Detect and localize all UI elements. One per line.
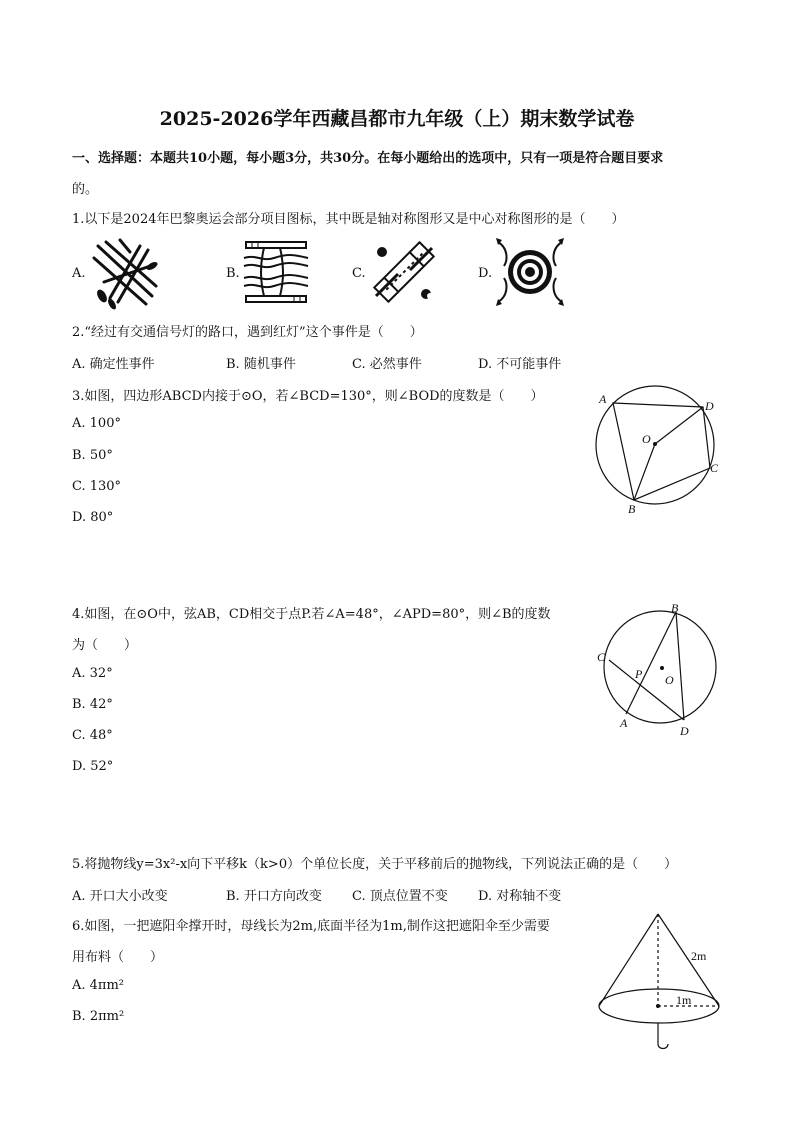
q4-option-c: C. 48° bbox=[72, 728, 113, 743]
page-title: 2025-2026学年西藏昌都市九年级（上）期末数学试卷 bbox=[159, 108, 635, 130]
q2-stem: 2.“经过有交通信号灯的路口，遇到红灯”这个事件是（ ） bbox=[72, 325, 423, 340]
q4-stem-line2: 为（ ） bbox=[72, 638, 138, 653]
q2-option-b: B. 随机事件 bbox=[226, 357, 296, 372]
q1-option-d: D. bbox=[478, 266, 493, 281]
q3-option-a: A. 100° bbox=[72, 416, 121, 431]
q3-option-c: C. 130° bbox=[72, 479, 122, 494]
q4-stem-line1: 4.如图，在⊙O中，弦AB，CD相交于点P.若∠A=48°，∠APD=80°，则∠B的度数 bbox=[72, 607, 551, 622]
q1-stem: 1.以下是2024年巴黎奥运会部分项目图标，其中既是轴对称图形又是中心对称图形的是（ ） bbox=[72, 212, 625, 227]
q6-stem-line1: 6.如图，一把遮阳伞撑开时，母线长为2m,底面半径为1m,制作这把遮阳伞至少需要 bbox=[72, 919, 550, 934]
canoe-slalom-icon bbox=[90, 236, 162, 308]
q4-option-b: B. 42° bbox=[72, 697, 113, 712]
q3-option-d: D. 80° bbox=[72, 510, 114, 525]
q3-label-o: O bbox=[642, 432, 651, 446]
q1-option-c: C. bbox=[352, 266, 366, 281]
q2-option-d: D. 不可能事件 bbox=[478, 357, 562, 372]
q4-label-c: C bbox=[597, 650, 606, 664]
q6-label-radius: 1m bbox=[676, 993, 692, 1007]
q6-label-slant: 2m bbox=[691, 949, 707, 963]
q4-label-p: P bbox=[635, 667, 643, 681]
q3-option-b: B. 50° bbox=[72, 448, 113, 463]
q3-label-b: B bbox=[628, 502, 636, 516]
section-heading-line2: 的。 bbox=[72, 182, 99, 197]
q6-option-a: A. 4πm² bbox=[72, 978, 125, 993]
q5-option-a: A. 开口大小改变 bbox=[72, 889, 168, 904]
q6-cone-umbrella-figure bbox=[596, 910, 726, 1060]
q5-option-b: B. 开口方向改变 bbox=[226, 889, 322, 904]
q3-label-a: A bbox=[599, 392, 607, 406]
q4-label-b: B bbox=[671, 601, 679, 615]
q4-option-a: A. 32° bbox=[72, 666, 113, 681]
q2-option-a: A. 确定性事件 bbox=[72, 357, 155, 372]
q4-label-a: A bbox=[620, 716, 628, 730]
q4-label-o: O bbox=[665, 673, 674, 687]
q3-circle-figure bbox=[590, 386, 730, 516]
q6-option-b: B. 2πm² bbox=[72, 1009, 125, 1024]
q5-stem: 5.将抛物线y=3x²-x向下平移k（k>0）个单位长度，关于平移前后的抛物线，下列说法正确的是（ ） bbox=[72, 857, 678, 872]
trampoline-icon bbox=[368, 236, 440, 308]
q1-option-a: A. bbox=[72, 266, 86, 281]
q4-label-d: D bbox=[680, 724, 689, 738]
section-heading-line1: 一、选择题：本题共10小题，每小题3分，共30分。在每小题给出的选项中，只有一项是符合题目要求 bbox=[72, 151, 664, 166]
q6-stem-line2: 用布料（ ） bbox=[72, 950, 164, 965]
q3-stem: 3.如图，四边形ABCD内接于⊙O，若∠BCD=130°，则∠BOD的度数是（ ） bbox=[72, 389, 544, 404]
q2-option-c: C. 必然事件 bbox=[352, 357, 422, 372]
q3-label-d: D bbox=[705, 399, 714, 413]
archery-target-icon bbox=[494, 236, 566, 308]
q3-label-c: C bbox=[710, 461, 719, 475]
q5-option-c: C. 顶点位置不变 bbox=[352, 889, 448, 904]
rowing-icon bbox=[240, 236, 312, 308]
q1-option-b: B. bbox=[226, 266, 240, 281]
q5-option-d: D. 对称轴不变 bbox=[478, 889, 562, 904]
q4-circle-figure bbox=[592, 600, 732, 740]
q4-option-d: D. 52° bbox=[72, 759, 114, 774]
